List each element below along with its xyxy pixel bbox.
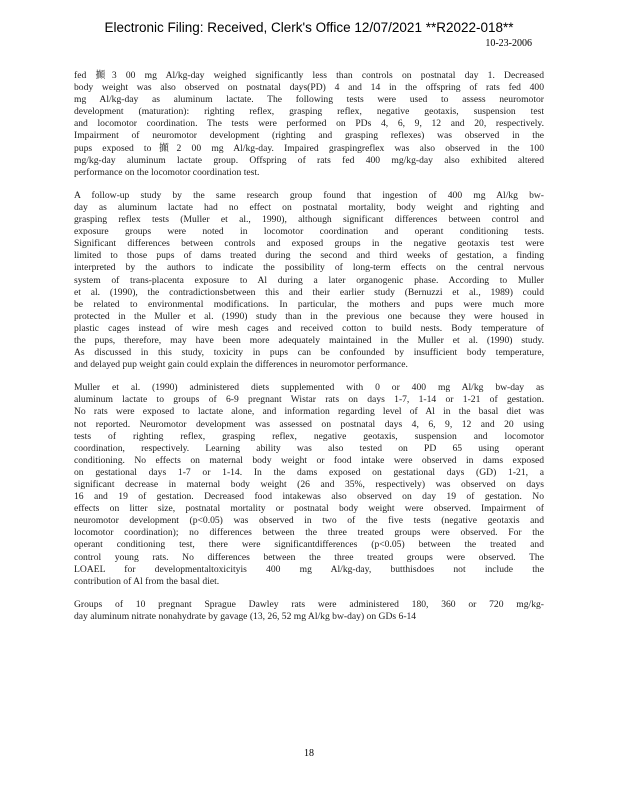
text-line: Groups of 10 pregnant Sprague Dawley rats were administered 180, 360 or 720 mg/kg- [74, 598, 544, 610]
text-line: 16 and 19 of gestation. Decreased food intakewas also observed on day 19 of gestation. No [74, 491, 544, 503]
document-date: 10-23-2006 [485, 38, 532, 49]
text-line: mg/kg-day aluminum lactate group. Offspring of rats fed 400 mg/kg-day also exhibited altered [74, 154, 544, 166]
text-line: day aluminum nitrate nonahydrate by gavage (13, 26, 52 mg Al/kg bw-day) on GDs 6-14 [74, 610, 417, 622]
paragraph-4 [74, 599, 544, 623]
text-line: day as aluminum lactate had no effect on postnatal mortality, body weight and righting and [74, 201, 544, 213]
text-line: control young rats. No differences between the three treated groups were observed. The [74, 551, 544, 563]
text-line: body weight was also observed on postnatal days(PD) 4 and 14 in the offspring of rats fed 400 [74, 82, 544, 94]
filing-stamp: Electronic Filing: Received, Clerk's Office 12/07/2021 **R2022-018** [104, 20, 514, 35]
text-line: on gestational days 1-7 or 1-14. In the dams exposed on gestational days (GD) 1-21, a [74, 466, 544, 478]
text-line: and delayed pup weight gain could explain the differences in neuromotor performance. [74, 359, 408, 371]
text-line: fed 攧3 00 mg Al/kg-day weighed significantly less than controls on postnatal day 1. Decreased [74, 70, 544, 81]
text-line: et al. (1990), the contradictionsbetween this and their earlier study (Bernuzzi et al., 1989) could [74, 286, 544, 298]
text-line: plastic cages instead of wire mesh cages and received cotton to build nests. Body temperature of [74, 322, 544, 334]
text-line: contribution of Al from the basal diet. [74, 575, 220, 587]
text-line: and locomotor coordination. The tests were performed on PDs 4, 6, 9, 12 and 20, respectively. [74, 118, 544, 130]
text-line: the pups, therefore, may have been more adequately maintained in the Muller et al. (1990) study. [74, 334, 544, 346]
text-line: pups exposed to攧2 00 mg Al/kg-day. Impaired graspingreflex was also observed in the 100 [74, 142, 544, 154]
text-line: LOAEL for developmentaltoxicityis 400 mg Al/kg-day, butthisdoes not include the [74, 563, 544, 575]
text-line: A follow-up study by the same research group found that ingestion of 400 mg Al/kg bw- [74, 189, 544, 201]
text-line: grasping reflex tests (Muller et al., 1990), although significant differences between control and [74, 214, 544, 226]
text-line: No rats were exposed to lactate alone, and information regarding level of Al in the basal diet was [74, 406, 544, 418]
text-line: limited to those pups of dams treated during the second and third weeks of gestation, a finding [74, 250, 544, 262]
text-line: operant conditioning test, there were significantdifferences (p<0.05) between the treated and [74, 539, 544, 551]
text-line: interpreted by the authors to indicate the possibility of long-term effects on the central nervous [74, 262, 544, 274]
page-number: 18 [304, 748, 314, 759]
text-line: locomotor coordination); no differences between the three treated groups were observed. For the [74, 527, 544, 539]
document-body [74, 70, 544, 634]
text-line: mg Al/kg-day as aluminum lactate. The following tests were used to assess neuromotor [74, 94, 544, 106]
text-line: exposure groups were noted in locomotor coordination and operant conditioning tests. [74, 226, 544, 238]
text-line: effects on litter size, postnatal mortality or postnatal body weight were observed. Impairment of [74, 503, 544, 515]
paragraph-2 [74, 190, 544, 371]
text-line: Impairment of neuromotor development (righting and grasping reflexes) was observed in the [74, 130, 544, 142]
text-line: As discussed in this study, toxicity in pups can be confounded by insufficient body temperature, [74, 347, 544, 359]
text-line: tests of righting reflex, grasping reflex, negative geotaxis, suspension and locomotor [74, 430, 544, 442]
text-line: not reported. Neuromotor development was assessed on postnatal days 4, 6, 9, 12 and 20 using [74, 418, 544, 430]
text-line: conditioning. No effects on maternal body weight or food intake were observed in dams exposed [74, 454, 544, 466]
text-line: aluminum lactate to groups of 6-9 pregnant Wistar rats on days 1-7, 1-14 or 1-21 of gestation. [74, 394, 544, 406]
text-line: development (maturation): righting reflex, grasping reflex, negative geotaxis, suspension test [74, 106, 544, 118]
text-line: coordination, respectively. Learning ability was also tested on PD 65 using operant [74, 442, 544, 454]
text-line: system of trans-placenta exposure to Al during a later organogenic phase. According to Muller [74, 274, 544, 286]
text-line: be related to environmental modifications. In particular, the mothers and pups were much more [74, 298, 544, 310]
text-line: neuromotor development (p<0.05) was observed in two of the five tests (negative geotaxis and [74, 515, 544, 527]
text-line: Muller et al. (1990) administered diets supplemented with 0 or 400 mg Al/kg bw-day as [74, 382, 544, 394]
text-line: protected in the Muller et al. (1990) study than in the previous one because they were housed in [74, 310, 544, 322]
paragraph-3 [74, 382, 544, 588]
text-line: Significant differences between controls and exposed groups in the negative geotaxis test were [74, 238, 544, 250]
text-line: significant decrease in maternal body weight (26 and 35%, respectively) was observed on days [74, 479, 544, 490]
paragraph-1 [74, 70, 544, 179]
text-line: performance on the locomotor coordination test. [74, 166, 260, 178]
